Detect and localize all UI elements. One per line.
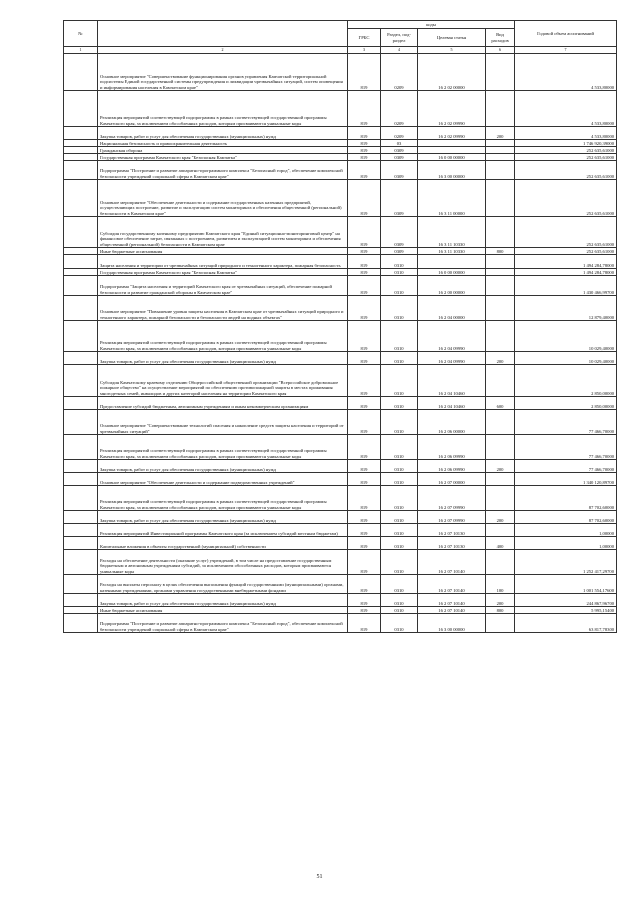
row-grbs: 819 (348, 91, 381, 127)
row-number-cell (64, 296, 98, 321)
row-target-article: 16 2 07 10130 (418, 537, 486, 550)
row-target-article (418, 255, 486, 269)
row-expense-type (486, 147, 515, 154)
table-body (64, 54, 617, 633)
row-number-cell (64, 365, 98, 397)
index-cell: 4 (381, 47, 418, 54)
row-section: 0309 (381, 248, 418, 255)
row-number-cell (64, 575, 98, 594)
row-expense-type (486, 255, 515, 269)
row-grbs: 819 (348, 321, 381, 352)
row-description: Национальная безопасность и правоохранительная деятельность (98, 140, 348, 147)
row-section: 0310 (381, 397, 418, 410)
row-section: 0310 (381, 365, 418, 397)
table-row (64, 594, 617, 607)
row-section: 0209 (381, 54, 418, 91)
row-target-article: 16 2 06 09990 (418, 460, 486, 473)
row-section: 0310 (381, 352, 418, 365)
row-expense-type (486, 410, 515, 435)
row-target-article: 16 2 06 00000 (418, 410, 486, 435)
row-grbs: 819 (348, 217, 381, 248)
row-expense-type (486, 435, 515, 460)
table-row (64, 321, 617, 352)
row-target-article: 16 3 11 10330 (418, 248, 486, 255)
table-row (64, 154, 617, 161)
row-target-article: 16 2 04 09990 (418, 352, 486, 365)
row-expense-type (486, 217, 515, 248)
index-cell: 7 (515, 47, 617, 54)
index-cell: 1 (64, 47, 98, 54)
row-amount: 1 494 284,78000 (515, 269, 617, 276)
row-target-article: 16 2 02 00000 (418, 54, 486, 91)
index-cell: 5 (418, 47, 486, 54)
table-row (64, 161, 617, 180)
row-description: Подпрограмма "Построение и развитие аппаратно-программного комплекса "Безопасный город", обеспечение комплексной безопасности учреждений социальной сферы в Камчатском крае" (98, 161, 348, 180)
row-section: 0209 (381, 91, 418, 127)
row-target-article: 16 2 04 10460 (418, 365, 486, 397)
table-row (64, 607, 617, 614)
row-description: Расходы на обеспечение деятельности (оказание услуг) учреждений, в том числе на предоставление государственным бюджетным и автономным учреждениям субсидий, за исключением обособленных расходов, которым присваиваются уникальные коды (98, 550, 348, 575)
row-target-article: 16 3 00 00000 (418, 614, 486, 633)
row-grbs: 819 (348, 127, 381, 140)
row-amount: 10 029,40000 (515, 321, 617, 352)
table-row (64, 54, 617, 91)
row-grbs: 819 (348, 365, 381, 397)
row-grbs: 819 (348, 486, 381, 511)
row-section: 0310 (381, 575, 418, 594)
row-description: Закупка товаров, работ и услуг для обеспечения государственных (муниципальных) нужд (98, 460, 348, 473)
row-expense-type (486, 473, 515, 486)
row-expense-type: 200 (486, 352, 515, 365)
table-row (64, 550, 617, 575)
row-amount: 1,00000 (515, 537, 617, 550)
row-number-cell (64, 473, 98, 486)
row-description: Подпрограмма "Защита населения и территорий Камчатского края от чрезвычайных ситуаций, обеспечение пожарной безопасности и развитие гражданской обороны в Камчатском крае" (98, 276, 348, 296)
row-number-cell (64, 161, 98, 180)
row-expense-type (486, 54, 515, 91)
row-number-cell (64, 486, 98, 511)
row-target-article (418, 147, 486, 154)
table-row (64, 296, 617, 321)
table-row (64, 140, 617, 147)
table-row (64, 91, 617, 127)
table-row (64, 352, 617, 365)
row-expense-type (486, 550, 515, 575)
row-number-cell (64, 397, 98, 410)
row-amount: 63 817,78300 (515, 614, 617, 633)
row-expense-type (486, 269, 515, 276)
row-description: Реализация мероприятий Инвестиционной программы Камчатского края (за исключением субсидий местным бюджетам) (98, 524, 348, 537)
row-number-cell (64, 537, 98, 550)
row-amount: 1 430 466,99700 (515, 276, 617, 296)
row-section: 0310 (381, 435, 418, 460)
row-section: 0310 (381, 614, 418, 633)
table-row (64, 217, 617, 248)
row-target-article: 16 2 02 09990 (418, 91, 486, 127)
row-section: 0310 (381, 550, 418, 575)
table-row (64, 147, 617, 154)
table-row (64, 255, 617, 269)
row-target-article: 16 2 00 00000 (418, 276, 486, 296)
row-section: 0310 (381, 269, 418, 276)
row-grbs: 819 (348, 410, 381, 435)
row-description: Закупка товаров, работ и услуг для обеспечения государственных (муниципальных) нужд (98, 511, 348, 524)
row-grbs: 819 (348, 154, 381, 161)
table-row (64, 460, 617, 473)
row-amount: 4 533,80000 (515, 91, 617, 127)
row-number-cell (64, 147, 98, 154)
row-number-cell (64, 180, 98, 217)
header-grbs: ГРБС (348, 29, 381, 47)
row-target-article: 16 3 00 00000 (418, 161, 486, 180)
row-amount: 87 702,60000 (515, 511, 617, 524)
row-expense-type: 100 (486, 575, 515, 594)
row-description: Основное мероприятие "Обеспечение деятельности и содержание государственных казенных предприятий, осуществляющих построение, развитие и эксплуатацию систем мониторинга и обеспечения общественной (региональной) безопасности в Камчатском крае" (98, 180, 348, 217)
row-target-article: 16 2 07 10140 (418, 550, 486, 575)
row-amount: 252 635,61000 (515, 248, 617, 255)
row-amount: 77 466,70000 (515, 410, 617, 435)
page-number: 51 (316, 874, 323, 880)
row-amount: 1 001 554,17600 (515, 575, 617, 594)
row-section: 0309 (381, 180, 418, 217)
header-amount: Годовой объем ассигнований (515, 21, 617, 47)
table-row (64, 473, 617, 486)
index-cell: 2 (98, 47, 348, 54)
table-row (64, 537, 617, 550)
row-number-cell (64, 321, 98, 352)
row-amount: 252 635,61000 (515, 217, 617, 248)
row-target-article: 16 2 07 10140 (418, 575, 486, 594)
row-number-cell (64, 511, 98, 524)
header-target-article: Целевая статья (418, 29, 486, 47)
row-expense-type (486, 276, 515, 296)
row-amount: 12 879,40000 (515, 296, 617, 321)
row-expense-type (486, 180, 515, 217)
row-section: 0309 (381, 161, 418, 180)
row-description: Иные бюджетные ассигнования (98, 607, 348, 614)
row-target-article: 16 2 07 00000 (418, 473, 486, 486)
row-target-article: 16 2 04 10460 (418, 397, 486, 410)
row-expense-type (486, 321, 515, 352)
row-description: Предоставление субсидий бюджетным, автономным учреждениям и иным некоммерческим организациям (98, 397, 348, 410)
row-expense-type: 600 (486, 397, 515, 410)
row-grbs: 819 (348, 276, 381, 296)
row-section: 0310 (381, 511, 418, 524)
row-amount: 77 466,70000 (515, 460, 617, 473)
index-cell: 6 (486, 47, 515, 54)
row-amount: 4 533,80000 (515, 127, 617, 140)
row-description: Расходы на выплаты персоналу в целях обеспечения выполнения функций государственными (муниципальными) органами, казенными учреждениями, органами управления государственными внебюджетными фондами (98, 575, 348, 594)
row-grbs: 819 (348, 614, 381, 633)
row-number-cell (64, 460, 98, 473)
row-amount: 244 867,96700 (515, 594, 617, 607)
row-section: 0209 (381, 127, 418, 140)
row-amount: 252 635,61000 (515, 147, 617, 154)
row-expense-type (486, 140, 515, 147)
row-amount: 77 466,70000 (515, 435, 617, 460)
table-row (64, 248, 617, 255)
row-amount: 1 252 417,29700 (515, 550, 617, 575)
row-amount: 87 702,60000 (515, 486, 617, 511)
row-amount: 1 340 120,89700 (515, 473, 617, 486)
row-number-cell (64, 276, 98, 296)
row-target-article: 16 0 00 00000 (418, 269, 486, 276)
row-expense-type (486, 91, 515, 127)
row-amount: 252 635,61000 (515, 161, 617, 180)
row-target-article: 16 2 06 09990 (418, 435, 486, 460)
row-grbs: 819 (348, 537, 381, 550)
row-number-cell (64, 594, 98, 607)
table-row (64, 127, 617, 140)
row-description: Защита населения и территории от чрезвычайных ситуаций природного и техногенного характера, пожарная безопасность (98, 255, 348, 269)
row-number-cell (64, 127, 98, 140)
row-section: 0310 (381, 321, 418, 352)
row-amount: 1 494 284,78000 (515, 255, 617, 269)
row-description: Реализация мероприятий соответствующей подпрограммы в рамках соответствующей государственной программы Камчатского края, за исключением обособленных расходов, которым присваиваются уникальные коды (98, 321, 348, 352)
row-target-article: 16 2 07 10140 (418, 607, 486, 614)
row-number-cell (64, 352, 98, 365)
row-grbs: 819 (348, 594, 381, 607)
row-description: Субсидия Камчатскому краевому отделению Общероссийской общественной организации "Всероссийское добровольное пожарное общество" на осуществление мероприятий по обеспечению противопожарной защиты в местах проживания многодетных семей, инвалидов и других категорий населения на территории Камчатского края (98, 365, 348, 397)
row-grbs: 819 (348, 255, 381, 269)
row-grbs: 819 (348, 511, 381, 524)
row-description: Основное мероприятие "Обеспечение деятельности и содержание подведомственных учреждений" (98, 473, 348, 486)
row-grbs: 819 (348, 180, 381, 217)
row-number-cell (64, 435, 98, 460)
row-number-cell (64, 255, 98, 269)
row-amount: 2 850,00000 (515, 365, 617, 397)
table-header (64, 21, 617, 54)
row-grbs: 819 (348, 54, 381, 91)
row-description: Основное мероприятие "Повышение уровня защиты населения в Камчатском крае от чрезвычайных ситуаций природного и техногенного характера, пожарной безопасности и безопасности людей на водных объектах" (98, 296, 348, 321)
row-expense-type: 200 (486, 511, 515, 524)
row-grbs: 819 (348, 248, 381, 255)
row-number-cell (64, 607, 98, 614)
table-row (64, 180, 617, 217)
header-section: Раздел, под-раздел (381, 29, 418, 47)
row-section: 03 (381, 140, 418, 147)
row-grbs: 819 (348, 140, 381, 147)
row-expense-type (486, 161, 515, 180)
row-description: Государственная программа Камчатского края "Безопасная Камчатка" (98, 269, 348, 276)
row-description: Закупка товаров, работ и услуг для обеспечения государственных (муниципальных) нужд (98, 594, 348, 607)
table-row (64, 269, 617, 276)
row-description: Закупка товаров, работ и услуг для обеспечения государственных (муниципальных) нужд (98, 127, 348, 140)
row-section: 0309 (381, 147, 418, 154)
row-expense-type (486, 524, 515, 537)
row-section: 0310 (381, 524, 418, 537)
row-number-cell (64, 248, 98, 255)
row-grbs: 819 (348, 269, 381, 276)
row-expense-type: 200 (486, 460, 515, 473)
row-grbs: 819 (348, 550, 381, 575)
row-grbs: 819 (348, 524, 381, 537)
row-number-cell (64, 410, 98, 435)
row-section: 0310 (381, 296, 418, 321)
row-target-article: 16 2 07 09990 (418, 486, 486, 511)
header-description (98, 21, 348, 47)
row-section: 0310 (381, 594, 418, 607)
row-description: Иные бюджетные ассигнования (98, 248, 348, 255)
row-expense-type (486, 614, 515, 633)
row-section: 0310 (381, 607, 418, 614)
table-row (64, 276, 617, 296)
row-expense-type (486, 365, 515, 397)
table-row (64, 614, 617, 633)
table-row (64, 524, 617, 537)
row-target-article: 16 2 04 00000 (418, 296, 486, 321)
table-row (64, 511, 617, 524)
row-expense-type (486, 154, 515, 161)
row-target-article: 16 2 04 09990 (418, 321, 486, 352)
row-amount: 5 995,15400 (515, 607, 617, 614)
row-grbs: 819 (348, 607, 381, 614)
row-section: 0310 (381, 486, 418, 511)
row-number-cell (64, 614, 98, 633)
row-section: 0309 (381, 217, 418, 248)
row-description: Реализация мероприятий соответствующей подпрограммы в рамках соответствующей государственной программы Камчатского края, за исключением обособленных расходов, которым присваиваются уникальные коды (98, 91, 348, 127)
row-expense-type (486, 296, 515, 321)
row-amount: 1,00000 (515, 524, 617, 537)
row-description: Основное мероприятие "Совершенствование функционирования органов управления Камчатской территориальной подсистемы Единой государственной системы предупреждения и ликвидации чрезвычайных ситуаций, систем оповещения и информирования населения в Камчатском крае" (98, 54, 348, 91)
row-target-article: 16 2 02 09990 (418, 127, 486, 140)
row-grbs: 819 (348, 296, 381, 321)
row-target-article: 16 2 07 10140 (418, 594, 486, 607)
row-section: 0310 (381, 276, 418, 296)
row-grbs: 819 (348, 161, 381, 180)
row-section: 0310 (381, 473, 418, 486)
row-section: 0309 (381, 154, 418, 161)
row-number-cell (64, 269, 98, 276)
row-target-article: 16 2 07 10130 (418, 524, 486, 537)
row-expense-type: 800 (486, 607, 515, 614)
row-amount: 4 533,80000 (515, 54, 617, 91)
row-target-article: 16 2 07 09990 (418, 511, 486, 524)
row-grbs: 819 (348, 460, 381, 473)
header-codes: коды (348, 21, 515, 29)
row-section: 0310 (381, 537, 418, 550)
row-expense-type: 200 (486, 127, 515, 140)
row-description: Государственная программа Камчатского края "Безопасная Камчатка" (98, 154, 348, 161)
row-number-cell (64, 140, 98, 147)
row-amount: 252 635,61000 (515, 154, 617, 161)
row-description: Гражданская оборона (98, 147, 348, 154)
table-row (64, 410, 617, 435)
row-section: 0310 (381, 460, 418, 473)
column-index-row (64, 47, 617, 54)
row-target-article (418, 140, 486, 147)
row-number-cell (64, 154, 98, 161)
row-target-article: 16 0 00 00000 (418, 154, 486, 161)
row-target-article: 16 3 11 00000 (418, 180, 486, 217)
row-grbs: 819 (348, 147, 381, 154)
row-description: Основное мероприятие "Совершенствование технологий спасения и накопление средств защиты населения и территорий от чрезвычайных ситуаций" (98, 410, 348, 435)
table-row (64, 435, 617, 460)
row-number-cell (64, 524, 98, 537)
row-amount: 2 850,00000 (515, 397, 617, 410)
row-grbs: 819 (348, 352, 381, 365)
row-description: Субсидия государственному казенному предприятию Камчатского края "Единый ситуационно-мониторинговый центр" на финансовое обеспечение затрат, связанных с построением, развитием и эксплуатацией систем мониторинга и обеспечения общественной (региональной) безопасности в Камчатском крае (98, 217, 348, 248)
row-number-cell (64, 91, 98, 127)
row-grbs: 819 (348, 397, 381, 410)
row-number-cell (64, 54, 98, 91)
row-description: Закупка товаров, работ и услуг для обеспечения государственных (муниципальных) нужд (98, 352, 348, 365)
row-target-article: 16 3 11 10330 (418, 217, 486, 248)
row-amount: 252 635,61000 (515, 180, 617, 217)
row-expense-type (486, 486, 515, 511)
row-amount: 10 029,40000 (515, 352, 617, 365)
row-number-cell (64, 550, 98, 575)
row-description: Капитальные вложения в объекты государственной (муниципальной) собственности (98, 537, 348, 550)
table-row (64, 486, 617, 511)
row-expense-type: 200 (486, 594, 515, 607)
row-grbs: 819 (348, 575, 381, 594)
row-expense-type: 800 (486, 248, 515, 255)
row-description: Реализация мероприятий соответствующей подпрограммы в рамках соответствующей государственной программы Камчатского края, за исключением обособленных расходов, которым присваиваются уникальные коды (98, 486, 348, 511)
table-row (64, 365, 617, 397)
budget-table (63, 20, 617, 633)
row-section: 0310 (381, 255, 418, 269)
row-amount: 1 746 920,39000 (515, 140, 617, 147)
row-description: Реализация мероприятий соответствующей подпрограммы в рамках соответствующей государственной программы Камчатского края, за исключением обособленных расходов, которым присваиваются уникальные коды (98, 435, 348, 460)
row-grbs: 819 (348, 435, 381, 460)
row-grbs: 819 (348, 473, 381, 486)
row-expense-type: 400 (486, 537, 515, 550)
index-cell: 3 (348, 47, 381, 54)
table-row (64, 397, 617, 410)
row-number-cell (64, 217, 98, 248)
row-description: Подпрограмма "Построение и развитие аппаратно-программного комплекса "Безопасный город", обеспечение комплексной безопасности учреждений социальной сферы в Камчатском крае" (98, 614, 348, 633)
table-row (64, 575, 617, 594)
header-number: № (64, 21, 98, 47)
header-expense-type: Вид расходов (486, 29, 515, 47)
row-section: 0310 (381, 410, 418, 435)
